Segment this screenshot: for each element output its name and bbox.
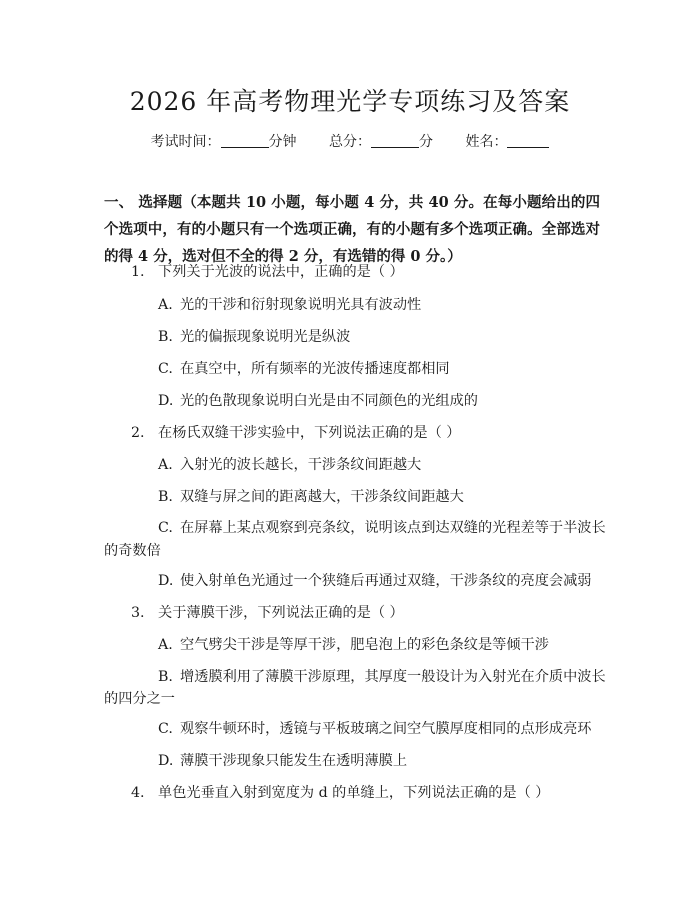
- option-3c: C. 观察牛顿环时，透镜与平板玻璃之间空气膜厚度相同的点形成亮环: [158, 721, 592, 737]
- option-2a: A. 入射光的波长越长，干涉条纹间距越大: [158, 457, 422, 473]
- question-number: 3.: [131, 605, 145, 621]
- option-3d: D. 薄膜干涉现象只能发生在透明薄膜上: [158, 753, 408, 769]
- question-number: 1.: [131, 264, 145, 280]
- option-2d: D. 使入射单色光通过一个狭缝后再通过双缝，干涉条纹的亮度会减弱: [158, 573, 592, 589]
- name-blank: [507, 133, 549, 148]
- option-1b: B. 光的偏振现象说明光是纵波: [158, 329, 351, 345]
- name-label: 姓名：: [465, 134, 508, 150]
- time-label: 考试时间：: [150, 134, 221, 150]
- option-1c: C. 在真空中，所有频率的光波传播速度都相同: [158, 361, 450, 377]
- option-3a: A. 空气劈尖干涉是等厚干涉，肥皂泡上的彩色条纹是等倾干涉: [158, 637, 549, 653]
- question-1: [131, 263, 404, 281]
- option-3b: B. 增透膜利用了薄膜干涉原理，其厚度一般设计为入射光在介质中波长: [158, 669, 606, 685]
- section-heading: 一、 选择题（本题共 10 小题，每小题 4 分，共 40 分。在每小题给出的四个选项中，有的小题只有一个选项正确，有的小题有多个选项正确。全部选对的得 4 分，选对但不全的得 2 分，有选错的得 0 分。）: [104, 194, 600, 265]
- option-3b-continued: 的四分之一: [104, 691, 175, 707]
- option-2c: C. 在屏幕上某点观察到亮条纹，说明该点到达双缝的光程差等于半波长: [158, 520, 606, 536]
- score-label: 总分：: [329, 134, 371, 150]
- question-text: 下列关于光波的说法中，正确的是（ ）: [158, 264, 404, 280]
- question-number: 4.: [131, 785, 145, 801]
- option-1a: A. 光的干涉和衍射现象说明光具有波动性: [158, 297, 422, 313]
- score-field: [329, 134, 433, 150]
- score-unit: 分: [419, 134, 433, 150]
- question-text: 在杨氏双缝干涉实验中，下列说法正确的是（ ）: [158, 425, 461, 441]
- time-unit: 分钟: [268, 134, 297, 150]
- page-title: 2026 年高考物理光学专项练习及答案: [129, 87, 571, 116]
- question-number: 2.: [131, 425, 145, 441]
- time-field: [151, 134, 297, 150]
- score-blank: [371, 133, 419, 148]
- question-text: 关于薄膜干涉，下列说法正确的是（ ）: [158, 605, 404, 621]
- option-1d: D. 光的色散现象说明白光是由不同颜色的光组成的: [158, 393, 478, 409]
- question-2: [131, 424, 460, 442]
- option-2b: B. 双缝与屏之间的距离越大，干涉条纹间距越大: [158, 489, 464, 505]
- option-2c-continued: 的奇数倍: [104, 543, 161, 559]
- name-field: [465, 134, 549, 150]
- time-blank: [221, 133, 269, 148]
- question-4: [131, 784, 550, 802]
- exam-info: [0, 131, 700, 151]
- question-3: [131, 604, 404, 622]
- question-text: 单色光垂直入射到宽度为 d 的单缝上，下列说法正确的是（ ）: [158, 785, 550, 801]
